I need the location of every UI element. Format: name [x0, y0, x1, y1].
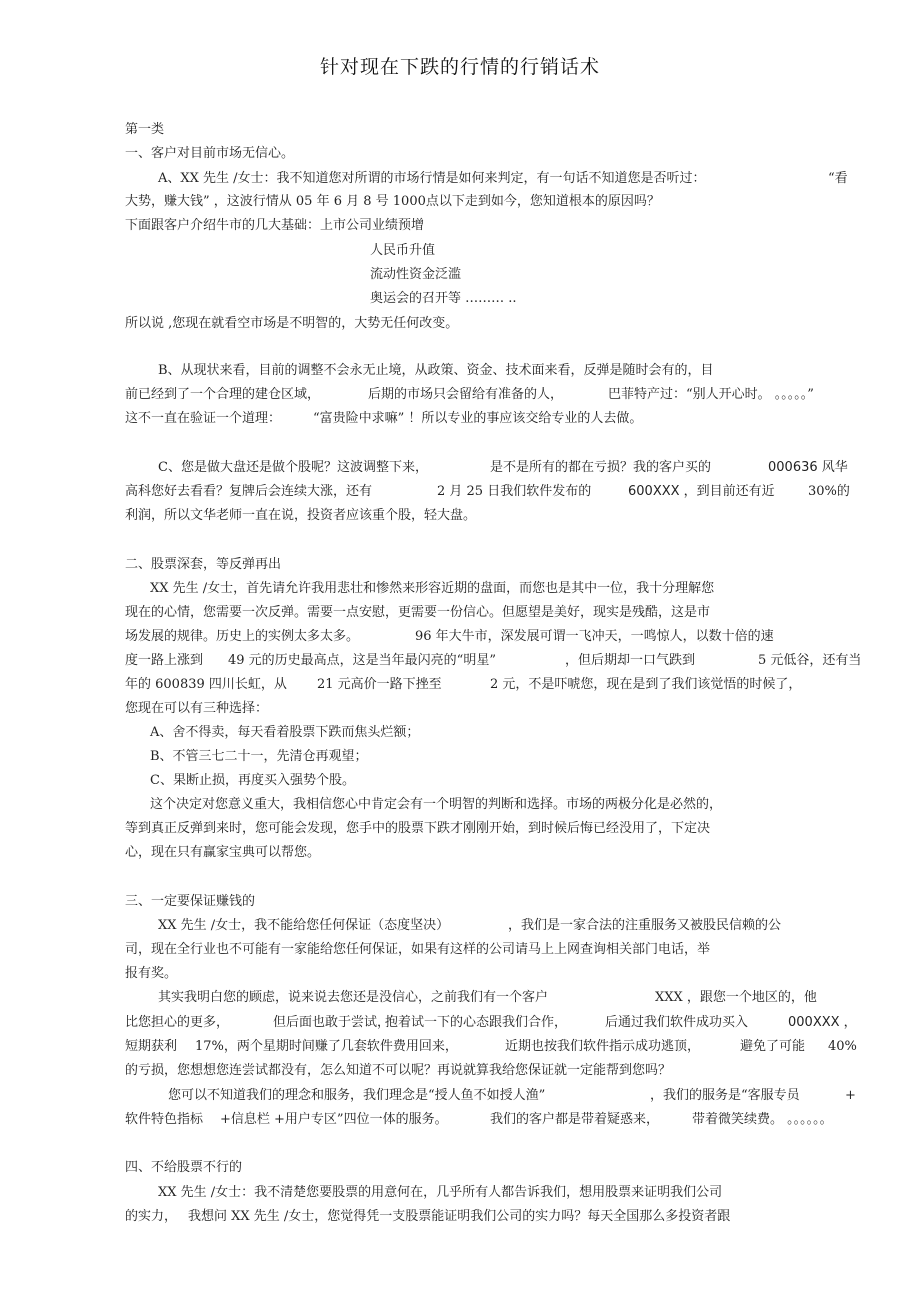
paragraph-line: 30%的: [808, 484, 850, 499]
paragraph-line: 后通过我们软件成功买入: [605, 1015, 749, 1030]
section-3-heading: 三、一定要保证赚钱的: [125, 894, 256, 909]
paragraph-line: 但后面也敢于尝试，: [273, 1015, 391, 1030]
paragraph-line: ，但后期却一口气跌到: [565, 653, 696, 668]
list-item: 奥运会的召开等 ……… ..: [370, 291, 517, 306]
paragraph-line: 96 年大牛市，深发展可谓一飞冲天，一鸣惊人，以数十倍的速: [415, 629, 774, 644]
paragraph-line: XX 先生 /女士，我不能给您任何保证（态度坚决）: [158, 918, 450, 933]
paragraph-line: +: [845, 1088, 856, 1103]
paragraph-line: 近期也按我们软件指示成功逃顶，: [505, 1039, 701, 1054]
paragraph-line: 您现在可以有三种选择：: [125, 701, 269, 716]
paragraph-line: 司，现在全行业也不可能有一家能给您任何保证，如果有这样的公司请马上上网查询相关部门电话，举: [125, 942, 711, 957]
paragraph-line: 下面跟客户介绍牛市的几大基础：上市公司业绩预增: [125, 218, 425, 233]
section-2-heading: 二、股票深套，等反弹再出: [125, 557, 282, 572]
paragraph-line: 场发展的规律。历史上的实例太多太多。: [125, 629, 360, 644]
paragraph-line: 利润，所以文华老师一直在说，投资者应该重个股，轻大盘。: [125, 508, 477, 523]
paragraph-line: 心，现在只有赢家宝典可以帮您。: [125, 845, 321, 860]
paragraph-line: 5 元低谷，还有当: [758, 653, 862, 668]
document-title: 针对现在下跌的行情的行销话术: [319, 56, 600, 78]
paragraph-line: 21 元高价一路下挫至: [317, 677, 442, 692]
paragraph-line: 49 元的历史最高点，这是当年最闪亮的“明星”: [228, 653, 496, 668]
paragraph-line: 年的 600839 四川长虹，从: [125, 677, 287, 692]
section-1-heading: 一、客户对目前市场无信心。: [125, 146, 295, 161]
paragraph-line: 600XXX ，到目前还有近: [628, 484, 775, 499]
paragraph-line: 的亏损，您想想您连尝试都没有，怎么知道不可以呢？再说就算我给您保证就一定能帮到您吗？: [125, 1063, 672, 1078]
paragraph-line: 后期的市场只会留给有准备的人，: [368, 387, 564, 402]
paragraph-line: 其实我明白您的顾虑，说来说去您还是没信心，之前我们有一个客户: [158, 990, 549, 1005]
section-4-heading: 四、不给股票不行的: [125, 1160, 243, 1175]
paragraph-line: 40%: [828, 1039, 857, 1054]
paragraph-line: A、XX 先生 /女士：我不知道您对所谓的市场行情是如何来判定，有一句话不知道您是否听过：: [158, 171, 706, 186]
paragraph-line: 巴菲特产过：“别人开心时。 。。。。。”: [608, 387, 814, 402]
paragraph-line: C、您是做大盘还是做个股呢？这波调整下来，: [158, 460, 428, 475]
paragraph-line: 短期获利: [125, 1039, 178, 1054]
paragraph-line: 抱着试一下的心态跟我们合作，: [385, 1015, 568, 1030]
paragraph-line: 这不一直在验证一个道理：: [125, 411, 282, 426]
paragraph-line: XX 先生 /女士，首先请允许我用悲壮和惨然来形容近期的盘面，而您也是其中一位，我十分理解您: [150, 581, 715, 596]
paragraph-line: XXX ，跟您一个地区的，他: [655, 990, 817, 1005]
paragraph-line: 所以说 ,您现在就看空市场是不明智的，大势无任何改变。: [125, 316, 459, 331]
paragraph-line: 我想问 XX 先生 /女士，您觉得凭一支股票能证明我们公司的实力吗？每天全国那么多投资者跟: [188, 1209, 731, 1224]
paragraph-line: 现在的心情，您需要一次反弹。需要一点安慰，更需要一份信心。但愿望是美好，现实是残酷，这是市: [125, 605, 711, 620]
paragraph-line: 这个决定对您意义重大，我相信您心中肯定会有一个明智的判断和选择。市场的两极分化是必然的，: [150, 797, 723, 812]
paragraph-line: 是不是所有的都在亏损？我的客户买的: [490, 460, 712, 475]
paragraph-line: 等到真正反弹到来时，您可能会发现，您手中的股票下跌才刚刚开始，到时候后悔已经没用了，下定决: [125, 821, 711, 836]
list-item: A、舍不得卖，每天看着股票下跌而焦头烂额；: [150, 725, 420, 740]
paragraph-line: 大势，赚大钱” ，这波行情从 05 年 6 月 8 号 1000点以下走到如今，您知道根本的原因吗？: [125, 194, 660, 209]
list-item: C、果断止损，再度买入强势个股。: [150, 773, 355, 788]
paragraph-line: XX 先生 /女士：我不清楚您要股票的用意何在，几乎所有人都告诉我们，想用股票来证明我们公司: [158, 1185, 723, 1200]
paragraph-line: 前已经到了一个合理的建仓区域，: [125, 387, 321, 402]
paragraph-line: +信息栏 +用户专区”四位一体的服务。: [220, 1112, 448, 1127]
paragraph-line: 2 月 25 日我们软件发布的: [437, 484, 592, 499]
list-item: B、不管三七二十一，先清仓再观望；: [150, 749, 368, 764]
paragraph-line: 避免了可能: [740, 1039, 806, 1054]
paragraph-line: 的实力，: [125, 1209, 178, 1224]
paragraph-line: 您可以不知道我们的理念和服务，我们理念是“授人鱼不如授人渔”: [168, 1088, 546, 1103]
paragraph-line: 2 元，不是吓唬您，现在是到了我们该觉悟的时候了，: [490, 677, 802, 692]
paragraph-line: 17%，两个星期时间赚了几套软件费用回来，: [195, 1039, 458, 1054]
paragraph-line: ，我们是一家合法的注重服务又被股民信赖的公: [508, 918, 782, 933]
paragraph-line: 报有奖。: [125, 966, 178, 981]
category-label: 第一类: [125, 122, 165, 137]
paragraph-line: B、从现状来看，目前的调整不会永无止境，从政策、资金、技术面来看，反弹是随时会有的，目: [158, 363, 714, 378]
paragraph-line: 000XXX ，: [788, 1015, 857, 1030]
paragraph-line: 带着微笑续费。 。。。。。。: [692, 1112, 833, 1127]
paragraph-line: 000636 风华: [768, 460, 848, 475]
paragraph-line: 度一路上涨到: [125, 653, 204, 668]
list-item: 流动性资金泛滥: [370, 267, 462, 282]
paragraph-line: 我们的客户都是带着疑惑来，: [490, 1112, 660, 1127]
paragraph-line: “富贵险中求嘛” ！所以专业的事应该交给专业的人去做。: [313, 411, 643, 426]
list-item: 人民币升值: [370, 243, 436, 258]
paragraph-line: 高科您好去看看？复牌后会连续大涨，还有: [125, 484, 373, 499]
paragraph-line: “看: [828, 171, 848, 186]
paragraph-line: 软件特色指标: [125, 1112, 204, 1127]
paragraph-line: 比您担心的更多，: [125, 1015, 230, 1030]
paragraph-line: ，我们的服务是“客服专员: [650, 1088, 800, 1103]
